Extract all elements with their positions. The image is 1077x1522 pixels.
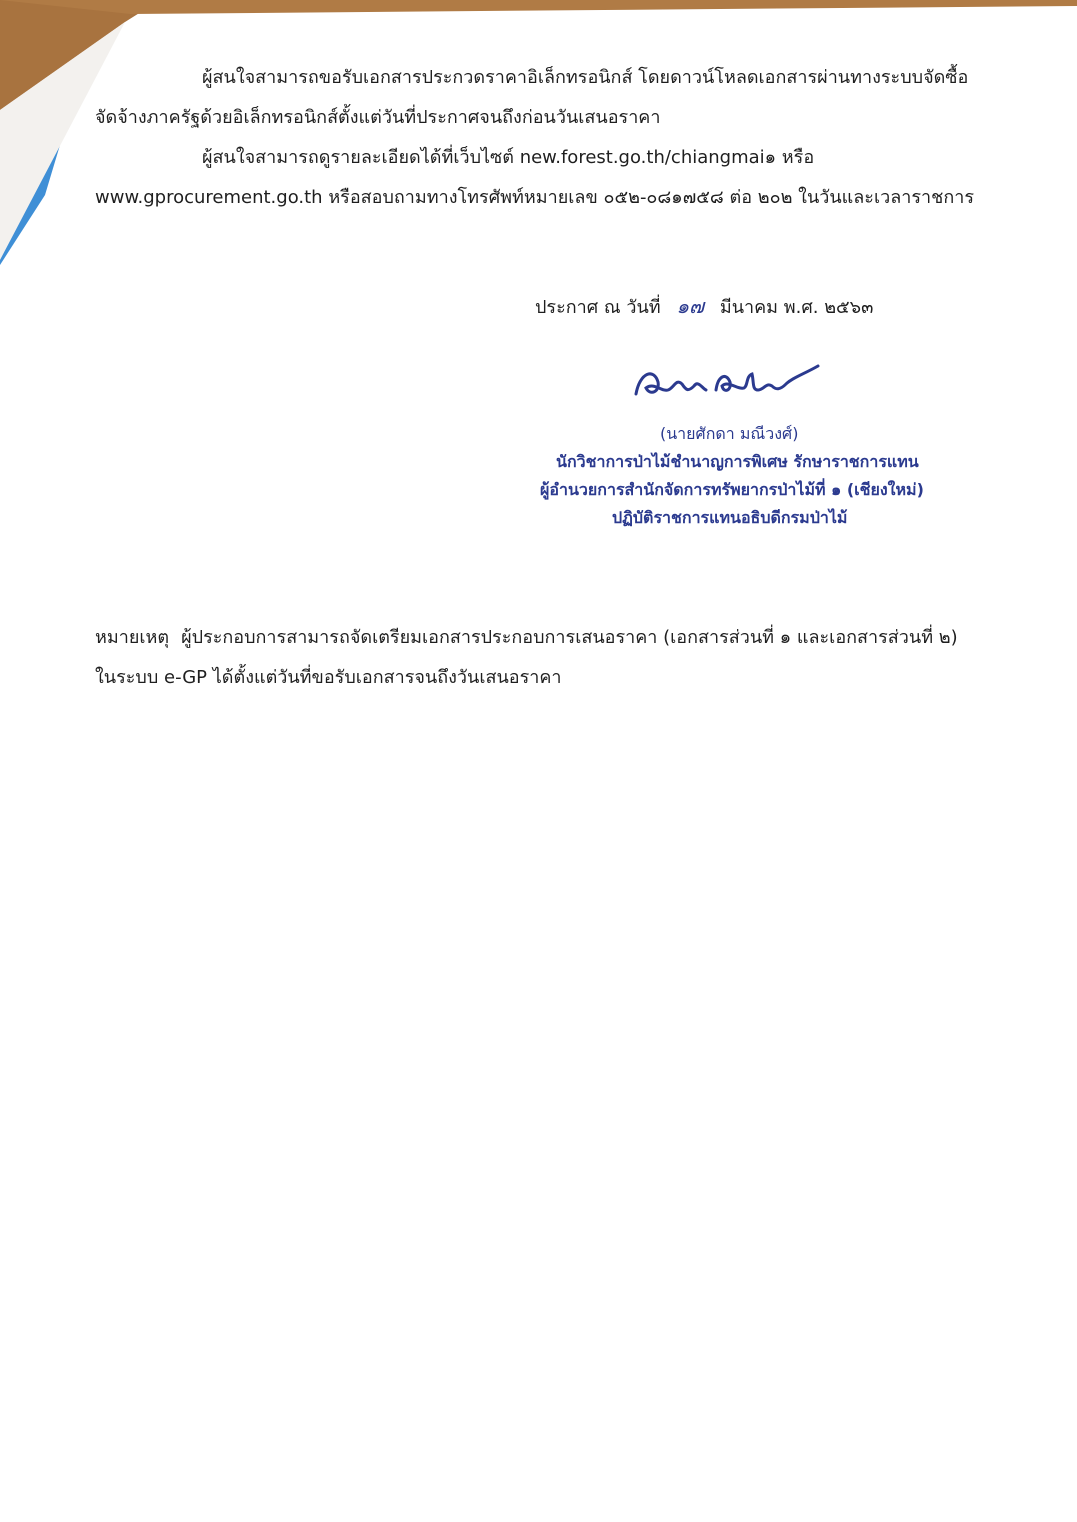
- remark-line-1: [95, 618, 958, 658]
- remark-line-2: ในระบบ e-GP ได้ตั้งแต่วันที่ขอรับเอกสารจนถึงวันเสนอราคา: [95, 667, 562, 688]
- signer-position-2: ผู้อำนวยการสำนักจัดการทรัพยากรป่าไม้ที่ ๑ (เชียงใหม่): [540, 480, 924, 499]
- remark-text-1: ผู้ประกอบการสามารถจัดเตรียมเอกสารประกอบการเสนอราคา (เอกสารส่วนที่ ๑ และเอกสารส่วนที่ ๒): [181, 627, 958, 648]
- contact-paragraph: [95, 138, 974, 218]
- contact-line-2: www.gprocurement.go.th หรือสอบถามทางโทรศัพท์หมายเลข ๐๕๒-๐๘๑๗๕๘ ต่อ ๒๐๒ ในวันและเวลาราชการ: [95, 187, 975, 208]
- contact-line-1: ผู้สนใจสามารถดูรายละเอียดได้ที่เว็บไซต์ new.forest.go.th/chiangmai๑ หรือ: [202, 147, 815, 168]
- signer-name: (นายศักดา มณีวงศ์): [660, 424, 799, 443]
- procurement-paragraph: [95, 58, 968, 138]
- procurement-line-1: ผู้สนใจสามารถขอรับเอกสารประกวดราคาอิเล็กทรอนิกส์ โดยดาวน์โหลดเอกสารผ่านทางระบบจัดซื้อ: [202, 67, 969, 88]
- signer-position-3: ปฏิบัติราชการแทนอธิบดีกรมป่าไม้: [612, 508, 848, 527]
- procurement-line-2: จัดจ้างภาครัฐด้วยอิเล็กทรอนิกส์ตั้งแต่วันที่ประกาศจนถึงก่อนวันเสนอราคา: [95, 107, 661, 128]
- remark-note: [95, 618, 958, 698]
- announcement-date: [535, 288, 873, 326]
- signer-position-1: นักวิชาการป่าไม้ชำนาญการพิเศษ รักษาราชการแทน: [556, 452, 919, 471]
- date-prefix: ประกาศ ณ วันที่: [535, 297, 661, 318]
- date-day-handwritten: ๑๗: [676, 294, 705, 318]
- remark-label: หมายเหตุ: [95, 627, 170, 648]
- date-month-year: มีนาคม พ.ศ. ๒๕๖๓: [719, 297, 874, 318]
- signature-image: [628, 352, 828, 412]
